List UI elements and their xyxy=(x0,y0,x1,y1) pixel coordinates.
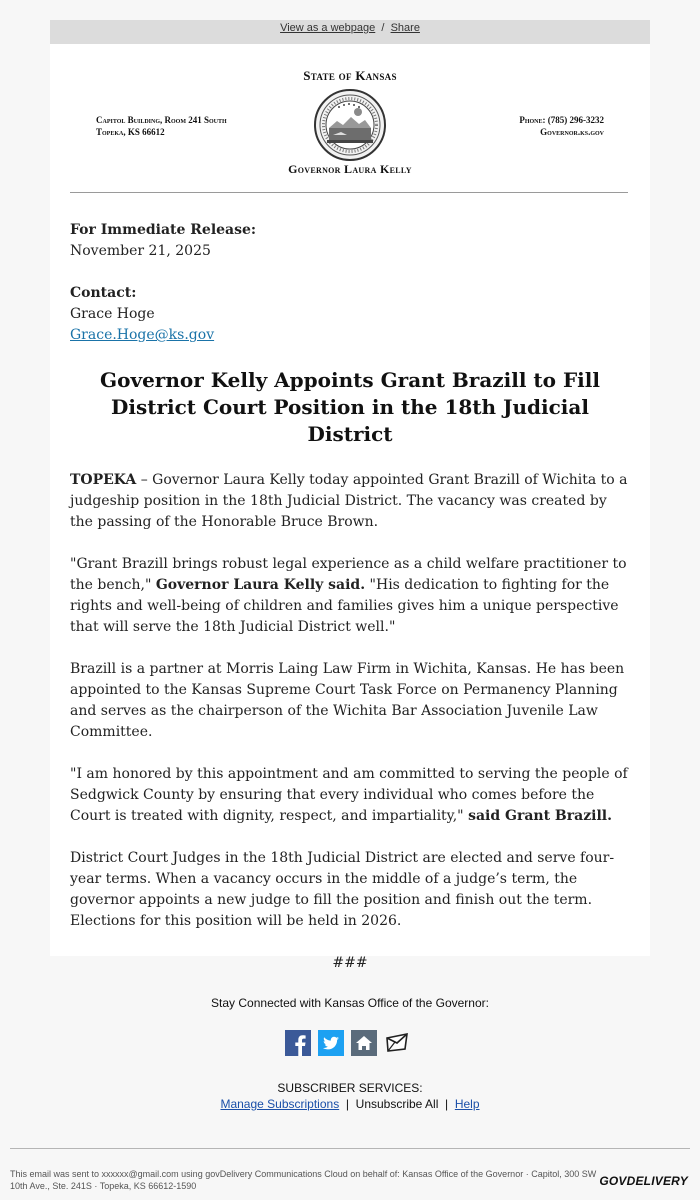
headline: Governor Kelly Appoints Grant Brazill to Fill District Court Position in the 18th Judicial District xyxy=(100,368,600,446)
letterhead-address: Capitol Building, Room 241 South Topeka, KS 66612 xyxy=(96,115,227,137)
contact-info xyxy=(70,283,630,346)
top-bar xyxy=(50,20,650,44)
paragraph-3: Brazill is a partner at Morris Laing Law Firm in Wichita, Kansas. He has been appointed to the Kansas Supreme Court Task Force on Permanency Planning and serves as the chairperson of the Wichita Bar Association Juvenile Law Committee. xyxy=(70,661,625,740)
paragraph-4: "I am honored by this appointment and am committed to serving the people of Sedgwick County by ensuring that every individual who comes before the Court is treated with dignity, respect, and impartiality," said Grant Brazill. xyxy=(70,766,628,824)
subscriber-links xyxy=(0,1096,700,1112)
contact-label: Contact: xyxy=(70,285,137,301)
paragraph-1: TOPEKA – Governor Laura Kelly today appointed Grant Brazill of Wichita to a judgeship position in the 18th Judicial District. The vacancy was created by the passing of the Honorable Bruce Brown. xyxy=(70,472,628,530)
fine-print: This email was sent to xxxxxx@gmail.com using govDelivery Communications Cloud on behalf of: Kansas Office of the Governor · Capitol, 300 SW 10th Ave., Ste. 241S · Topeka, KS 66612-1590 xyxy=(10,1169,597,1191)
state-seal-icon xyxy=(313,88,387,162)
state-title: State of Kansas xyxy=(303,68,397,83)
home-icon[interactable] xyxy=(351,1030,377,1056)
divider: | xyxy=(345,1097,349,1111)
letterhead-divider xyxy=(70,192,628,193)
letterhead-contact: Phone: (785) 296-3232 Governor.ks.gov xyxy=(519,115,604,137)
email-icon[interactable] xyxy=(384,1030,410,1056)
contact-name: Grace Hoge xyxy=(70,306,155,322)
manage-subscriptions-link[interactable]: Manage Subscriptions xyxy=(220,1097,340,1111)
release-label: For Immediate Release: xyxy=(70,222,257,238)
governor-name: Governor Laura Kelly xyxy=(288,162,412,176)
subscriber-services-title: SUBSCRIBER SERVICES: xyxy=(277,1081,423,1095)
end-mark: ### xyxy=(332,955,368,971)
twitter-icon[interactable] xyxy=(318,1030,344,1056)
unsubscribe-all-link[interactable]: Unsubscribe All xyxy=(355,1097,439,1111)
facebook-icon[interactable] xyxy=(285,1030,311,1056)
letterhead xyxy=(50,44,650,194)
release-info xyxy=(70,220,630,262)
brazill-attribution: said Grant Brazill. xyxy=(468,808,612,824)
governor-attribution: Governor Laura Kelly said. xyxy=(155,577,366,593)
footer-divider xyxy=(10,1148,690,1149)
subscriber-services xyxy=(0,1080,700,1112)
govdelivery-logo[interactable]: GOVDELIVERY xyxy=(599,1174,688,1188)
release-content xyxy=(70,220,630,974)
topbar-separator: / xyxy=(381,22,385,34)
contact-email-link[interactable]: Grace.Hoge@ks.gov xyxy=(70,327,215,343)
paragraph-2: "Grant Brazill brings robust legal experience as a child welfare practitioner to the bench," Governor Laura Kelly said. "His dedication to fighting for the rights and well-being of children and families gives him a unique perspective that will serve the 18th Judicial District well." xyxy=(70,556,627,635)
stay-connected-text: Stay Connected with Kansas Office of the Governor: xyxy=(211,996,489,1010)
view-as-webpage-link[interactable]: View as a webpage xyxy=(280,22,376,34)
dateline: TOPEKA xyxy=(70,472,137,488)
help-link[interactable]: Help xyxy=(454,1097,480,1111)
paragraph-5: District Court Judges in the 18th Judicial District are elected and serve four-year terms. When a vacancy occurs in the middle of a judge’s term, the governor appoints a new judge to fill the position and finish out the term. Elections for this position will be held in 2026. xyxy=(70,850,615,929)
share-link[interactable]: Share xyxy=(390,22,420,34)
release-date: November 21, 2025 xyxy=(70,243,211,259)
press-release-card xyxy=(50,44,650,971)
divider: | xyxy=(445,1097,449,1111)
